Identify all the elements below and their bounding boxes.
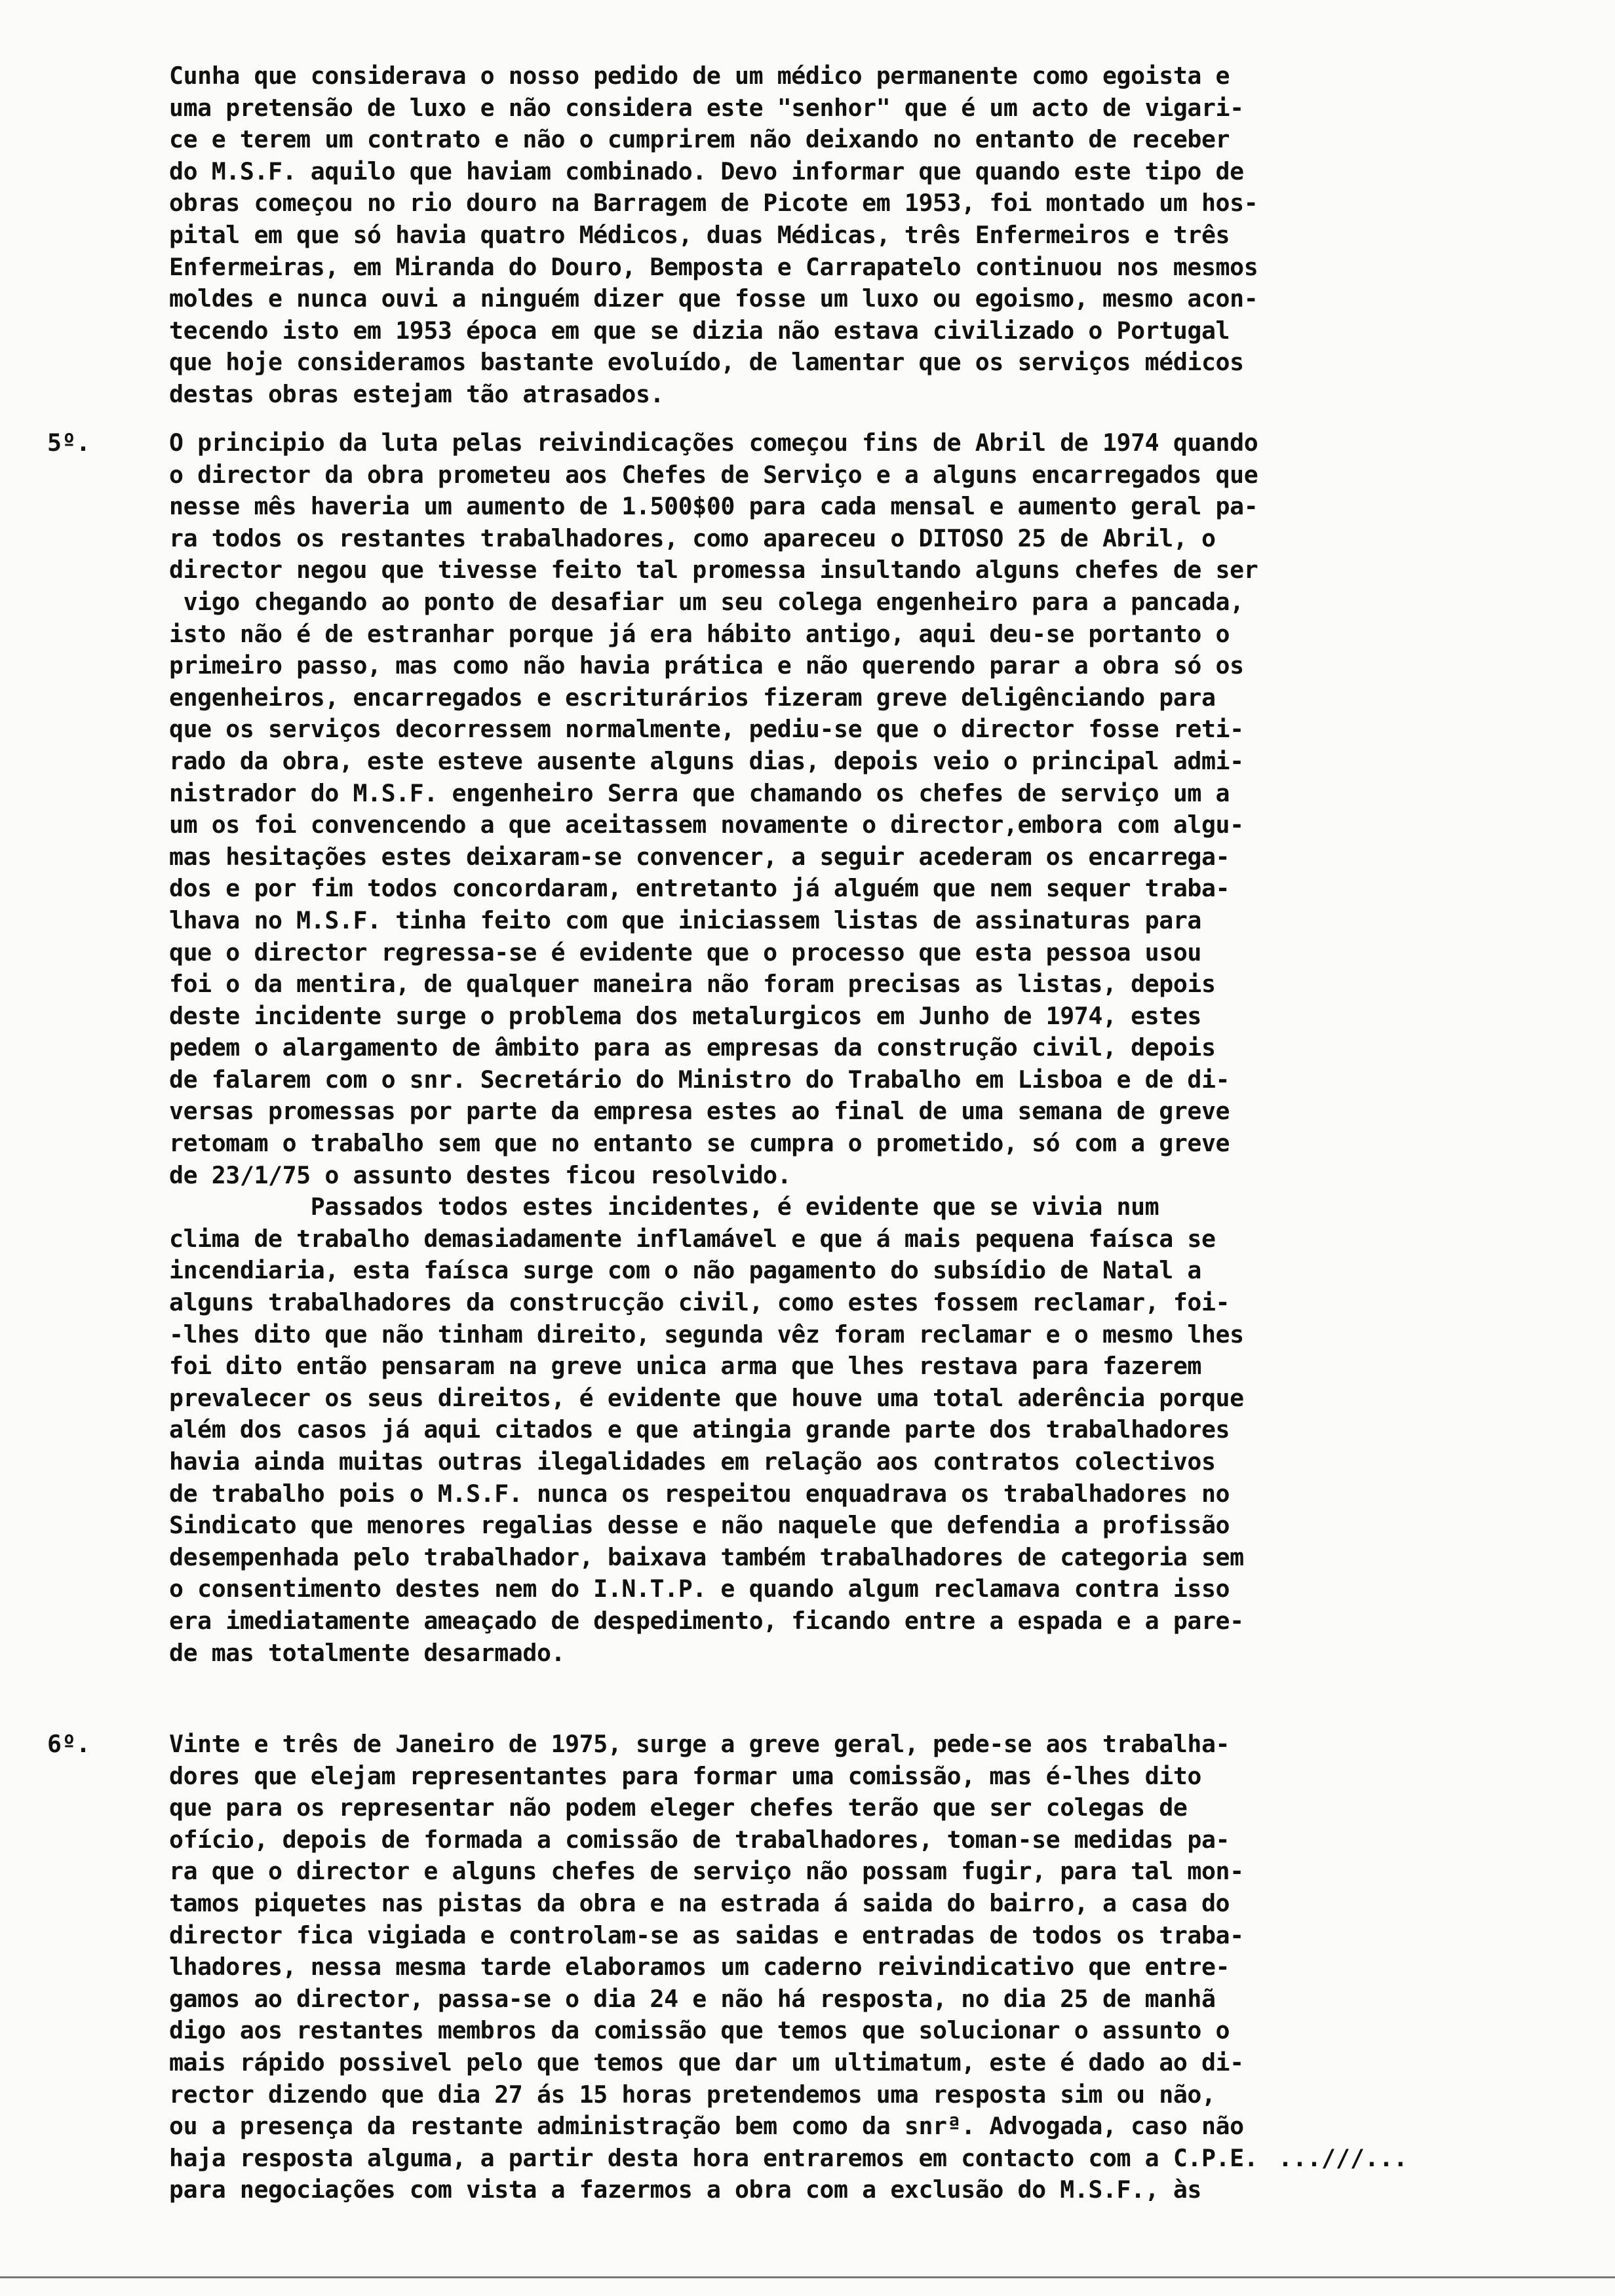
section-5-body: O principio da luta pelas reivindicações começou fins de Abril de 1974 quando o director da obra prometeu aos Chefes de Serviço e a alguns encarregados que nesse mês haveria um aumento de 1.500$00 para cada mensal e aumento geral pa- ra todos os restantes trabalhadores, como apareceu o DITOSO 25 de Abril, o director negou que tivesse feito tal promessa insultando alguns chefes de ser vigo chegando ao ponto de desafiar um seu colega engenheiro para a pancada, isto não é de estranhar porque já era hábito antigo, aqui deu-se portanto o primeiro passo, mas como não havia prática e não querendo parar a obra só os engenheiros, encarregados e escriturários fizeram greve deligênciando para que os serviços decorressem normalmente, pediu-se que o director fosse reti- rado da obra, este esteve ausente alguns dias, depois veio o principal admi- nistrador do M.S.F. engenheiro Serra que chamando os chefes de serviço um a um os foi convencendo a que aceitassem novamente o director,embora com algu- mas hesitações estes deixaram-se convencer, a seguir acederam os encarrega- dos e por fim todos concordaram, entretanto já alguém que nem sequer traba- lhava no M.S.F. tinha feito com que iniciassem listas de assinaturas para que o director regressa-se é evidente que o processo que esta pessoa usou foi o da mentira, de qualquer maneira não foram precisas as listas, depois deste incidente surge o problema dos metalurgicos em Junho de 1974, estes pedem o alargamento de âmbito para as empresas da construção civil, depois de falarem com o snr. Secretário do Ministro do Trabalho em Lisboa e de di- versas promessas por parte da empresa estes ao final de uma semana de greve retomam o trabalho sem que no entanto se cumpra o prometido, só com a greve de 23/1/75 o assunto destes ficou resolvido. Passados todos estes incidentes, é evidente que se vivia num clima de trabalho demasiadamente inflamável e que á mais pequena faísca se incendiaria, esta faísca surge com o não pagamento do subsídio de Natal a alguns trabalhadores da construcção civil, como estes fossem reclamar, foi- -lhes dito que não tinham direito, segunda vêz foram reclamar e o mesmo lhes foi dito então pensaram na greve unica arma que lhes restava para fazerem prevalecer os seus direitos, é evidente que houve uma total aderência porque além dos casos já aqui citados e que atingia grande parte dos trabalhadores havia ainda muitas outras ilegalidades em relação aos contratos colectivos de trabalho pois o M.S.F. nunca os respeitou enquadrava os trabalhadores no Sindicato que menores regalias desse e não naquele que defendia a profissão desempenhada pelo trabalhador, baixava também trabalhadores de categoria sem o consentimento destes nem do I.N.T.P. e quando algum reclamava contra isso era imediatamente ameaçado de despedimento, ficando entre a espada e a pare- de mas totalmente desarmado.	[169, 429, 1258, 1667]
section-6-number: 6º.	[47, 1730, 90, 1758]
section-6-body: Vinte e três de Janeiro de 1975, surge a greve geral, pede-se aos trabalha- dores que elejam representantes para formar uma comissão, mas é-lhes dito que para os representar não podem eleger chefes terão que ser colegas de ofício, depois de formada a comissão de trabalhadores, toman-se medidas pa- ra que o director e alguns chefes de serviço não possam fugir, para tal mon- tamos piquetes nas pistas da obra e na estrada á saida do bairro, a casa do director fica vigiada e controlam-se as saidas e entradas de todos os traba- lhadores, nessa mesma tarde elaboramos um caderno reivindicativo que entre- gamos ao director, passa-se o dia 24 e não há resposta, no dia 25 de manhã digo aos restantes membros da comissão que temos que solucionar o assunto o mais rápido possivel pelo que temos que dar um ultimatum, este é dado ao di- rector dizendo que dia 27 ás 15 horas pretendemos uma resposta sim ou não, ou a presença da restante administração bem como da snrª. Advogada, caso não haja resposta alguma, a partir desta hora entraremos em contacto com a C.P.E. para negociações com vista a fazermos a obra com a exclusão do M.S.F., às	[169, 1730, 1258, 2204]
intro-paragraph: Cunha que considerava o nosso pedido de um médico permanente como egoista e uma pretensão de luxo e não considera este "senhor" que é um acto de vigari- ce e terem um contrato e não o cumprirem não deixando no entanto de receber do M.S.F. aquilo que haviam combinado. Devo informar que quando este tipo de obras começou no rio douro na Barragem de Picote em 1953, foi montado um hos- pital em que só havia quatro Médicos, duas Médicas, três Enfermeiros e três Enfermeiras, em Miranda do Douro, Bemposta e Carrapatelo continuou nos mesmos moldes e nunca ouvi a ninguém dizer que fosse um luxo ou egoismo, mesmo acon- tecendo isto em 1953 época em que se dizia não estava civilizado o Portugal que hoje consideramos bastante evoluído, de lamentar que os serviços médicos destas obras estejam tão atrasados.	[169, 62, 1258, 408]
section-5-number: 5º.	[47, 429, 90, 457]
continuation-marker: ...///...	[1278, 2144, 1408, 2172]
page-bottom-edge	[0, 2276, 1615, 2278]
